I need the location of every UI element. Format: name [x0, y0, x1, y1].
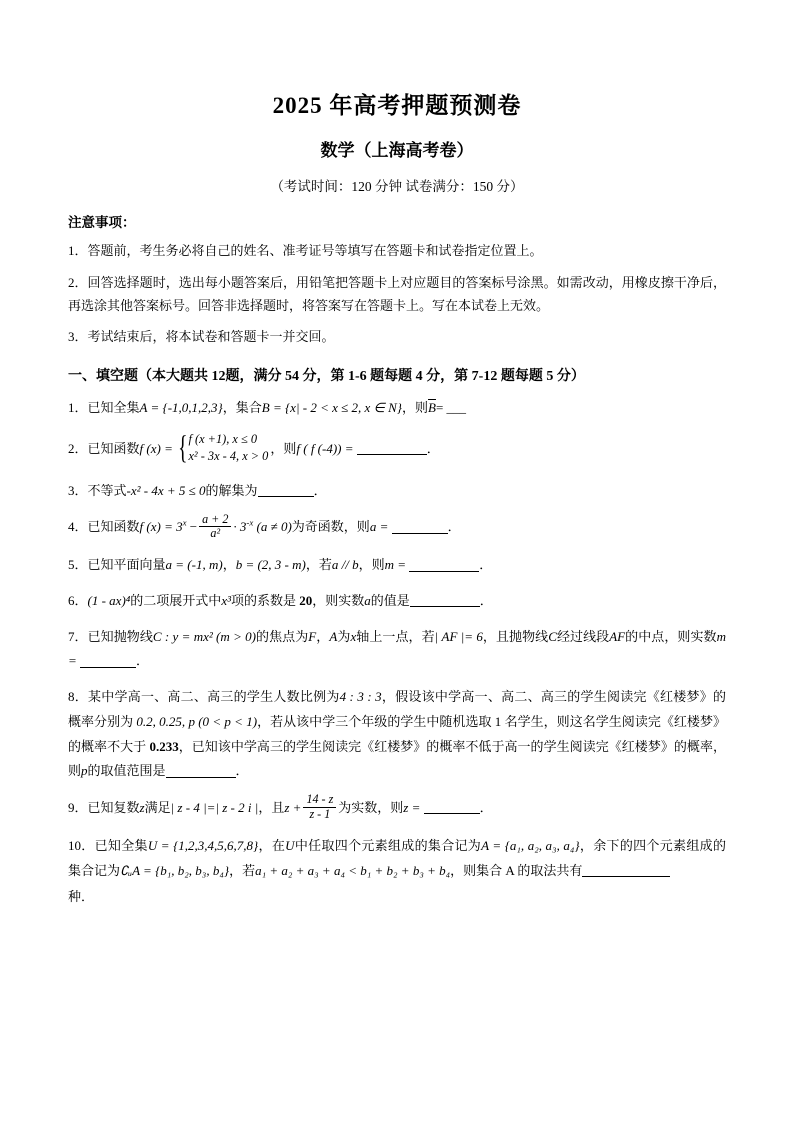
question-3 [68, 479, 726, 504]
question-8 [68, 685, 726, 784]
question-value: 20 [299, 593, 313, 609]
question-text: 素组成的集合记为 [68, 837, 726, 878]
question-text: 不等式 [87, 482, 127, 498]
question-text: ． [313, 482, 327, 498]
notice-item: 3．考试结束后，将本试卷和答题卡一并交回。 [68, 329, 335, 345]
question-text: ． [479, 557, 493, 573]
question-text: ，集合 [222, 400, 262, 416]
question-text: 《红楼梦》的概率，则 [68, 738, 726, 779]
question-math: C : y = mx² (m > 0) [152, 628, 256, 644]
answer-blank [258, 484, 314, 497]
question-math: A = {a₁, a₂, a₃, a₄} [481, 837, 580, 853]
question-text: 已知函数 [87, 440, 140, 456]
question-4: 4．已知函数f $(x) = 3^x$ − $\frac{a + 2}{\text{a²}}$ · $3^{-x}$ (a ≠ 0)为奇函数，则a = ． [68, 511, 461, 541]
answer-blank [409, 558, 479, 571]
question-text: 已知抛物线 [87, 628, 153, 644]
question-text: ，在 [258, 837, 286, 853]
fraction-numerator: a + 2 [202, 511, 229, 526]
fraction-numerator: 14 - z [306, 792, 334, 807]
question-text: 《红楼梦》的概率不大于 [68, 713, 726, 754]
case-line: f (x +1), x ≤ 0 [188, 431, 258, 446]
question-math: x³ [221, 593, 231, 609]
question-number: 6． [68, 593, 88, 609]
piecewise-function [175, 431, 269, 467]
question-value: 0.233 [149, 738, 179, 754]
question-text: 某中学高一、高二、高三的学生人数比例为 [87, 689, 340, 705]
question-text: ． [447, 519, 461, 535]
question-text: 已知全集 [87, 400, 140, 416]
question-math: B = {x| - 2 < x ≤ 2, x ∈ N} [261, 400, 402, 416]
question-text: 满足 [144, 799, 171, 815]
question-10 [68, 834, 726, 883]
answer-blank [357, 442, 427, 455]
question-text: 已知全集 [94, 837, 148, 853]
question-math: | z - 4 |=| z - 2 i | [170, 799, 259, 815]
question-text: ，若从该中学三个年级的学生中随机选取 1 名学生，则这名学生阅读完 [257, 713, 661, 729]
question-text: 种． [68, 889, 95, 905]
vector-a: a = (-1, m) [165, 557, 223, 573]
question-text: ，则 [402, 400, 429, 416]
fraction [199, 513, 231, 541]
question-9 [68, 792, 726, 823]
question-text: ，则实数 [312, 593, 365, 609]
question-text: ，则 [270, 440, 297, 456]
notice-item: 2．回答选择题时，选出每小题答案后，用铅笔把答题卡上对应题目的答案标号涂黑。如需改动，用橡皮擦干净后，再选涂其他答案标号。回答非选择题时，将答案写在答题卡上。写在本试卷上无效。 [68, 274, 726, 313]
question-text: 项的系数是 [230, 593, 300, 609]
question-math: a₁ + a₂ + a₃ + a₄ < b₁ + b₂ + b₃ + b₄ [255, 862, 451, 878]
question-math: x [350, 628, 357, 644]
question-math: f (x) = [139, 440, 173, 456]
question-math: a = [369, 519, 389, 535]
exam-meta: （考试时间：120 分钟 试卷满分：150 分） [270, 179, 524, 195]
question-number: 8． [68, 689, 88, 705]
question-text: ． [136, 653, 150, 669]
question-10-continuation [68, 885, 726, 910]
answer-blank [80, 654, 136, 667]
question-number: 4． [68, 519, 88, 535]
question-text: 的中点，则实数 [625, 628, 717, 644]
question-math: AF [609, 628, 626, 644]
question-math: A [329, 628, 338, 644]
question-text: 的解集为 [205, 482, 258, 498]
question-number: 3． [68, 482, 88, 498]
question-math: f (x) = 3 [139, 519, 183, 535]
notice-heading: 注意事项： [68, 215, 136, 231]
question-math: C [548, 628, 557, 644]
question-text: 为实数，则 [338, 799, 404, 815]
question-math: U = {1,2,3,4,5,6,7,8} [147, 837, 259, 853]
question-text: ，假设该中学高一、高二、高三的学生阅读完《红楼梦》 [381, 689, 713, 705]
question-text: 中任取四个元素组成的集合记为 [294, 837, 482, 853]
question-7 [68, 625, 726, 674]
question-text: ，已知该中学高三的学生阅读完《红楼梦》的概率不低于高一的学生阅读完 [178, 738, 609, 754]
question-math: U [285, 837, 295, 853]
exponent: -x [246, 518, 254, 529]
question-math: 4 : 3 : 3 [339, 689, 382, 705]
question-math: a [364, 593, 371, 609]
question-text: = ___ [435, 400, 467, 416]
question-math: f ( f (-4)) = [296, 440, 354, 456]
fraction-denominator: z - 1 [309, 806, 331, 821]
question-math: F [308, 628, 317, 644]
section-heading-fill-in-blank: 一、填空题（本大题共 12题，满分 54 分，第 1-6 题每题 4 分，第 7-12 题每题 5 分） [68, 369, 585, 385]
question-text: 的取值范围是 [87, 763, 166, 779]
question-text: 已知复数 [87, 799, 140, 815]
question-text: ． [235, 763, 249, 779]
question-6 [68, 589, 726, 614]
condition: (a ≠ 0) [256, 519, 292, 535]
question-math: z + [284, 799, 302, 815]
question-number: 9． [68, 799, 88, 815]
page-title: 2025 年高考押题预测卷 [272, 93, 522, 118]
question-math: ∁ᵤA = {b₁, b₂, b₃, b₄} [120, 862, 230, 878]
question-text: 经过线段 [556, 628, 610, 644]
question-2 [68, 432, 726, 468]
question-text: 的概率分别为 [68, 689, 726, 729]
question-math: p [81, 763, 88, 779]
question-1 [68, 396, 726, 421]
question-math: · 3 [233, 519, 247, 535]
question-text: 的焦点为 [256, 628, 309, 644]
question-text: 的值是 [370, 593, 410, 609]
brace-glyph: { [177, 430, 188, 467]
question-math: $\overline{B}$ [428, 400, 436, 416]
question-text: ，若 [305, 557, 332, 573]
question-text: ，则 [358, 557, 385, 573]
question-text: 已知函数 [87, 519, 140, 535]
question-text: 为 [337, 628, 351, 644]
question-text: ，且 [258, 799, 285, 815]
question-text: 轴上一点，若 [356, 628, 435, 644]
fraction [303, 793, 336, 821]
question-text: ， [222, 557, 236, 573]
question-number: 7． [68, 628, 88, 644]
question-math: (1 - ax)⁴ [87, 593, 131, 609]
question-text: ，若 [229, 862, 256, 878]
question-text: ． [479, 799, 493, 815]
question-text: ， [316, 628, 330, 644]
answer-blank [582, 864, 670, 877]
answer-blank [424, 801, 480, 814]
question-math: z [139, 799, 145, 815]
exponent: x [182, 518, 187, 529]
case-line: x² - 3x - 4, x > 0 [188, 449, 269, 464]
question-text: ，则集合 A 的取法共有 [450, 862, 583, 878]
question-math: 0.2, 0.25, p (0 < p < 1) [136, 713, 258, 729]
vector-b: b = (2, 3 - m) [235, 557, 306, 573]
question-number: 1． [68, 400, 88, 416]
page-subtitle: 数学（上海高考卷） [320, 141, 474, 161]
question-math: A = {-1,0,1,2,3} [139, 400, 223, 416]
question-text: 为奇函数，则 [291, 519, 370, 535]
question-math: m = [384, 557, 407, 573]
question-text: ． [426, 440, 440, 456]
question-math: m = [68, 628, 726, 669]
question-text: 的二项展开式中 [130, 593, 222, 609]
question-number: 2． [68, 440, 88, 456]
question-5 [68, 553, 726, 578]
question-math: z = [403, 799, 421, 815]
answer-blank [392, 520, 448, 533]
question-text: ． [479, 593, 493, 609]
question-text: ，且抛物线 [482, 628, 549, 644]
parallel-condition: a // b [331, 557, 359, 573]
question-number: 10． [68, 837, 95, 853]
fraction-denominator: a² [210, 526, 221, 541]
answer-blank [166, 764, 236, 777]
answer-blank [410, 594, 480, 607]
question-text: ，余下的四个元 [579, 837, 674, 853]
question-text: 已知平面向量 [87, 557, 166, 573]
question-math: -x² - 4x + 5 ≤ 0 [126, 482, 206, 498]
question-math: | AF |= 6 [434, 628, 483, 644]
notice-item: 1．答题前，考生务必将自己的姓名、准考证号等填写在答题卡和试卷指定位置上。 [68, 243, 543, 259]
question-number: 5． [68, 557, 88, 573]
